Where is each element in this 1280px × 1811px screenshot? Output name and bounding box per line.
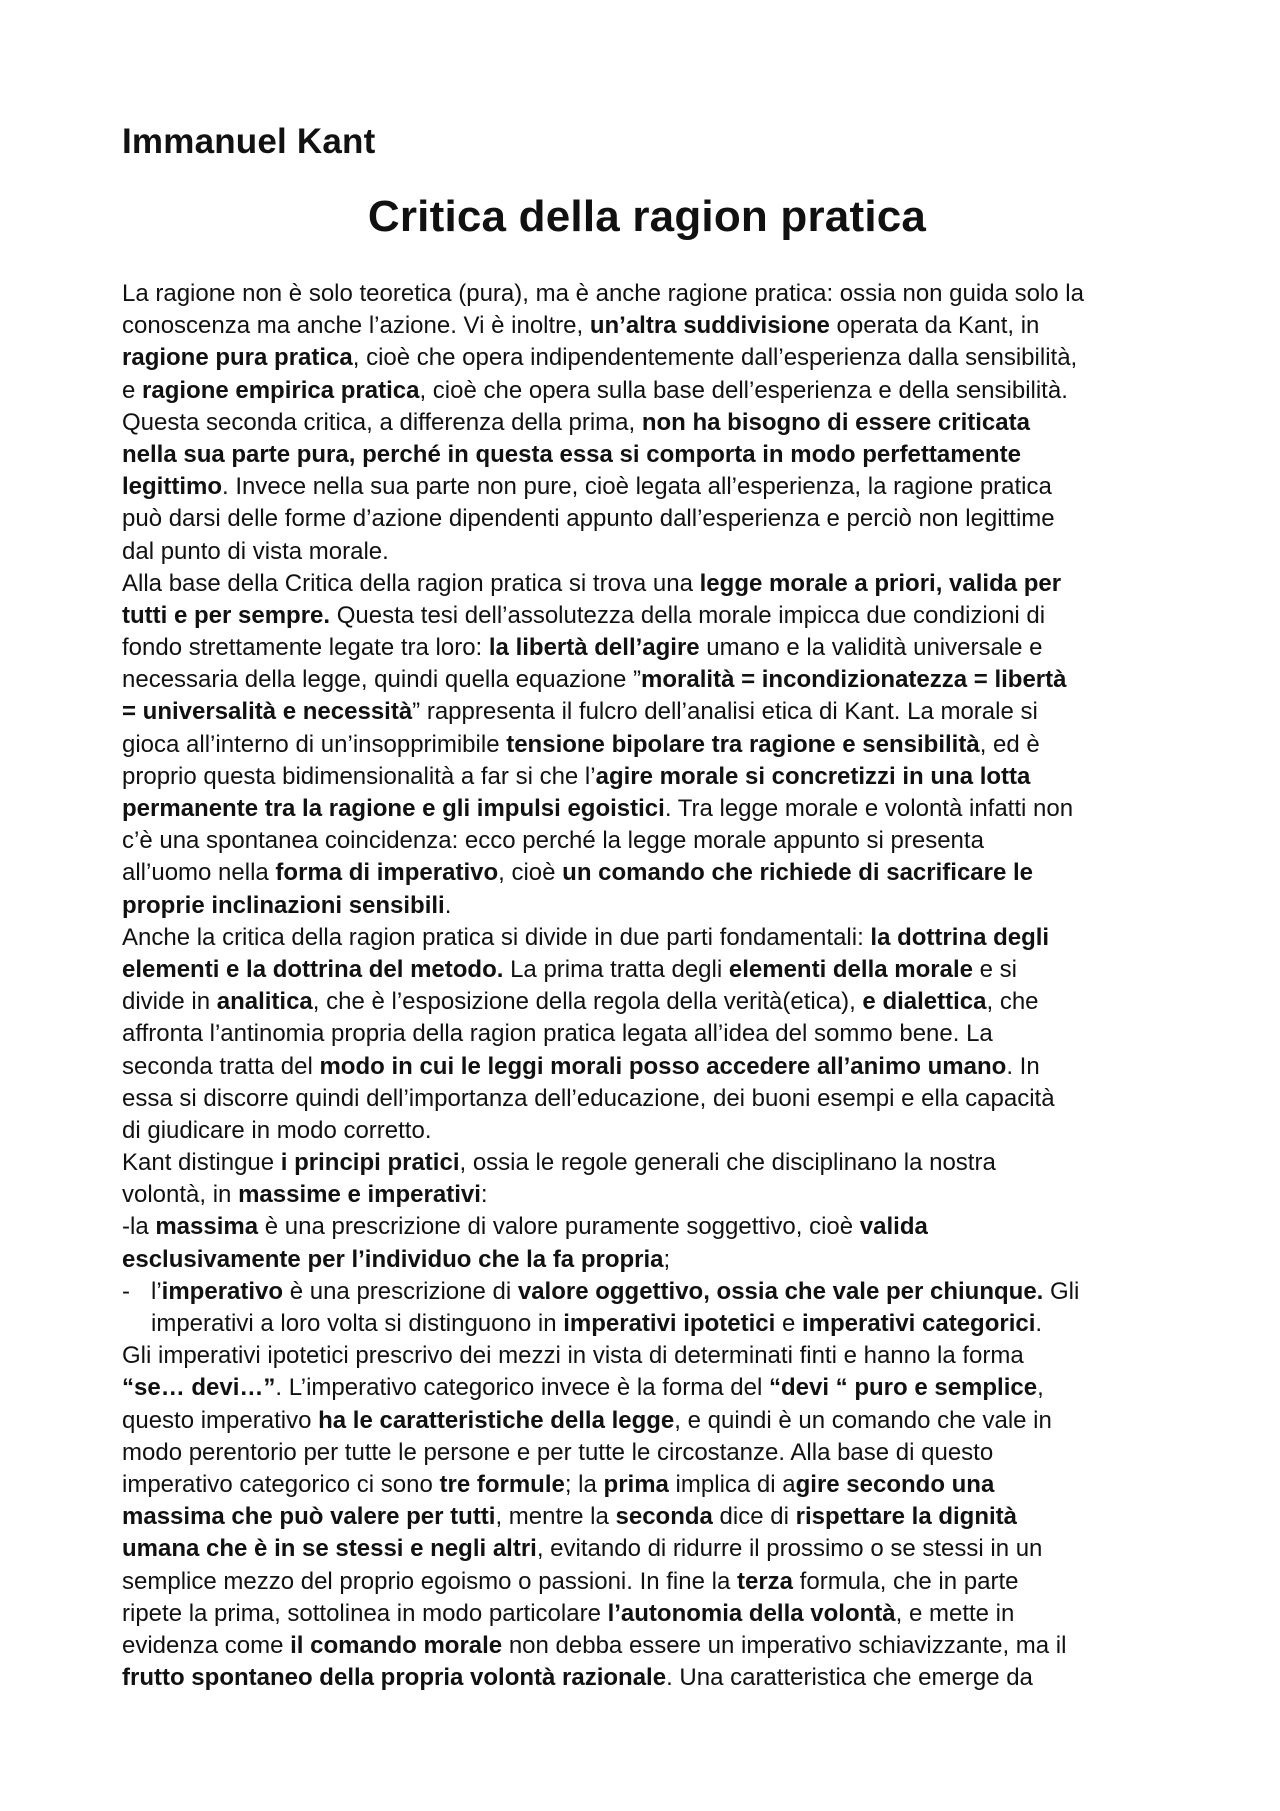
text-line xyxy=(122,375,1172,407)
text-span: implica di a xyxy=(668,1470,796,1498)
text-line xyxy=(122,1598,1172,1630)
text-span: l’ xyxy=(151,1277,162,1305)
text-span: Kant distingue xyxy=(122,1149,281,1177)
text-line xyxy=(122,1533,1172,1565)
bold-text: ragione empirica pratica xyxy=(142,376,420,404)
bold-text: imperativo xyxy=(161,1277,284,1305)
text-span: La prima tratta degli xyxy=(503,955,729,983)
text-line xyxy=(122,1630,1172,1662)
text-span: . Una caratteristica che emerge da xyxy=(666,1664,1033,1692)
text-span: . xyxy=(444,891,452,919)
text-line xyxy=(122,1018,1172,1050)
text-span: ; la xyxy=(564,1470,604,1498)
bold-text: moralità = incondizionatezza = libertà xyxy=(641,666,1067,694)
text-span: e xyxy=(122,376,143,404)
text-line xyxy=(122,1437,1172,1469)
text-line xyxy=(122,761,1172,793)
text-span: non debba essere un imperativo schiavizzante, ma il xyxy=(502,1631,1067,1659)
text-line xyxy=(122,825,1172,857)
text-line xyxy=(122,729,1172,761)
text-line xyxy=(122,696,1172,728)
text-span: , che è l’esposizione della regola della verità(etica), xyxy=(312,988,863,1016)
text-line xyxy=(122,1340,1172,1372)
text-span: ripete la prima, sottolinea in modo particolare xyxy=(122,1599,608,1627)
text-span: ; xyxy=(663,1245,671,1273)
text-span: , mentre la xyxy=(495,1503,616,1531)
bold-text: modo in cui le leggi morali posso accedere all’animo umano xyxy=(319,1052,1007,1080)
bold-text: l’autonomia della volontà xyxy=(607,1599,896,1627)
bold-text: analitica xyxy=(216,988,313,1016)
text-span: divide in xyxy=(122,988,217,1016)
text-line xyxy=(122,278,1172,310)
text-line xyxy=(122,342,1172,374)
text-span: operata da Kant, in xyxy=(829,312,1040,340)
bold-text: tensione bipolare tra ragione e sensibilità xyxy=(506,730,980,758)
bold-text: umana che è in se stessi e negli altri xyxy=(122,1535,537,1563)
text-line xyxy=(122,1051,1172,1083)
text-span: necessaria della legge, quindi quella equazione ” xyxy=(122,666,642,694)
bold-text: agire morale si concretizzi in una lotta xyxy=(595,762,1031,790)
bold-text: la libertà dell’agire xyxy=(488,634,700,662)
text-line xyxy=(122,600,1172,632)
text-span: , cioè che opera sulla base dell’esperienza e della sensibilità. xyxy=(419,376,1068,404)
text-span: è una prescrizione di valore puramente soggettivo, cioè xyxy=(258,1213,860,1241)
bold-text: e dialettica xyxy=(862,988,987,1016)
bold-text: terza xyxy=(736,1567,794,1595)
text-line xyxy=(122,1115,1172,1147)
text-span: e xyxy=(775,1310,802,1337)
text-span: , evitando di ridurre il prossimo o se stessi in un xyxy=(536,1535,1043,1563)
text-span: evidenza come xyxy=(122,1631,291,1659)
bold-text: legittimo xyxy=(122,473,222,501)
text-span: , cioè che opera indipendentemente dall’esperienza dalla sensibilità, xyxy=(352,344,1078,372)
bold-text: un comando che richiede di sacrificare le xyxy=(562,859,1034,887)
text-line xyxy=(122,1372,1172,1404)
bold-text: valida xyxy=(859,1213,928,1241)
text-span: -la xyxy=(122,1213,156,1241)
text-line xyxy=(122,407,1172,439)
text-line xyxy=(122,632,1172,664)
text-line xyxy=(122,1147,1172,1179)
text-span: modo perentorio per tutte le persone e per tutte le circostanze. Alla base di questo xyxy=(122,1438,994,1466)
text-line xyxy=(122,793,1172,825)
bold-text: imperativi ipotetici xyxy=(563,1310,776,1337)
bold-text: permanente tra la ragione e gli impulsi egoistici xyxy=(122,795,665,822)
text-span: . L’imperativo categorico invece è la forma del xyxy=(275,1374,769,1402)
text-span: dice di xyxy=(712,1503,796,1531)
text-span: Gli imperativi ipotetici prescrivo dei mezzi in vista di determinati finti e hanno la forma xyxy=(122,1342,1024,1370)
text-span: , cioè xyxy=(498,859,563,887)
text-span: affronta l’antinomia propria della ragion pratica legata all’idea del sommo bene. La xyxy=(122,1020,993,1048)
text-span: umano e la validità universale e xyxy=(699,634,1043,662)
text-span: , ed è xyxy=(979,730,1040,758)
text-line xyxy=(122,503,1172,535)
bold-text: non ha bisogno di essere criticata xyxy=(641,408,1030,436)
text-span: può darsi delle forme d’azione dipendenti appunto dall’esperienza e perciò non legittime xyxy=(122,505,1055,533)
text-line xyxy=(122,664,1172,696)
bold-text: valore oggettivo, ossia che vale per chiunque. xyxy=(517,1277,1044,1305)
text-span: Anche la critica della ragion pratica si divide in due parti fondamentali: xyxy=(122,923,871,951)
text-span: Alla base della Critica della ragion pratica si trova una xyxy=(122,569,700,597)
text-span: volontà, in xyxy=(122,1181,239,1209)
text-span: di giudicare in modo corretto. xyxy=(122,1116,432,1144)
text-span: Gli xyxy=(1043,1277,1080,1305)
text-span: Questa tesi dell’assolutezza della morale impicca due condizioni di xyxy=(330,601,1046,629)
text-span: , e quindi è un comando che vale in xyxy=(674,1406,1052,1434)
text-span: , e mette in xyxy=(895,1599,1015,1627)
text-line xyxy=(122,922,1172,954)
text-span: La ragione non è solo teoretica (pura), ma è anche ragione pratica: ossia non guida solo la xyxy=(122,280,1084,307)
bold-text: esclusivamente per l’individuo che la fa propria xyxy=(122,1245,664,1273)
text-span: conoscenza ma anche l’azione. Vi è inoltre, xyxy=(122,312,590,340)
text-span: è una prescrizione di xyxy=(283,1277,518,1305)
body-text xyxy=(122,278,1172,1694)
text-span: e si xyxy=(972,955,1017,983)
text-span: . Invece nella sua parte non pure, cioè legata all’esperienza, la ragione pratica xyxy=(222,473,1052,501)
text-line xyxy=(122,1211,1172,1243)
bold-text: il comando morale xyxy=(290,1631,503,1659)
text-span: proprio questa bidimensionalità a far si che l’ xyxy=(122,762,596,790)
bold-text: legge morale a priori, valida per xyxy=(699,569,1062,597)
bold-text: imperativi categorici xyxy=(801,1310,1036,1337)
text-line xyxy=(122,1469,1172,1501)
text-line xyxy=(122,1662,1172,1694)
bold-text: massima xyxy=(155,1213,259,1241)
bold-text: elementi della morale xyxy=(728,955,973,983)
text-span: questo imperativo xyxy=(122,1406,319,1434)
bold-text: la dottrina degli xyxy=(870,923,1050,951)
bold-text: elementi e la dottrina del metodo. xyxy=(122,955,504,983)
text-span: dal punto di vista morale. xyxy=(122,537,389,565)
text-span: semplice mezzo del proprio egoismo o passioni. In fine la xyxy=(122,1567,737,1595)
bold-text: tre formule xyxy=(439,1470,565,1498)
text-span: all’uomo nella xyxy=(122,859,276,887)
text-line xyxy=(122,954,1172,986)
text-line xyxy=(122,536,1172,568)
text-span: Questa seconda critica, a differenza della prima, xyxy=(122,408,642,436)
bold-text: massima che può valere per tutti xyxy=(122,1503,496,1531)
text-span: . xyxy=(1035,1310,1043,1337)
bold-text: gire secondo una xyxy=(795,1470,995,1498)
text-line xyxy=(122,471,1172,503)
document-title: Critica della ragion pratica xyxy=(367,192,927,241)
text-span: c’è una spontanea coincidenza: ecco perché la legge morale appunto si presenta xyxy=(122,827,984,855)
bold-text: frutto spontaneo della propria volontà razionale xyxy=(122,1664,667,1692)
text-line xyxy=(122,1276,1172,1308)
bold-text: nella sua parte pura, perché in questa essa si comporta in modo perfettamente xyxy=(122,440,1021,468)
text-span: , xyxy=(1037,1374,1044,1402)
bold-text: ha le caratteristiche della legge xyxy=(318,1406,675,1434)
bold-text: ragione pura pratica xyxy=(122,344,353,372)
text-span: . In xyxy=(1006,1052,1040,1080)
bold-text: = universalità e necessità xyxy=(122,698,413,726)
text-line xyxy=(122,310,1172,342)
text-line xyxy=(122,1566,1172,1598)
bold-text: massime e imperativi xyxy=(238,1181,481,1209)
text-span: . Tra legge morale e volontà infatti non xyxy=(664,795,1074,822)
text-span: imperativi a loro volta si distinguono in xyxy=(151,1310,564,1337)
text-line xyxy=(122,1405,1172,1437)
text-span: seconda tratta del xyxy=(122,1052,320,1080)
bold-text: prima xyxy=(603,1470,669,1498)
text-line xyxy=(122,568,1172,600)
author-heading: Immanuel Kant xyxy=(122,122,376,161)
text-line xyxy=(122,890,1172,922)
bold-text: proprie inclinazioni sensibili xyxy=(122,891,445,919)
text-line xyxy=(122,986,1172,1018)
text-line xyxy=(122,1501,1172,1533)
text-line xyxy=(122,439,1172,471)
text-line xyxy=(122,1308,1172,1340)
text-line xyxy=(122,1244,1172,1276)
text-span: formula, che in parte xyxy=(793,1567,1019,1595)
text-span: fondo strettamente legate tra loro: xyxy=(122,634,489,662)
text-span: essa si discorre quindi dell’importanza dell’educazione, dei buoni esempi e ella capacità xyxy=(122,1084,1055,1112)
bold-text: seconda xyxy=(615,1503,713,1531)
bullet-marker: - xyxy=(122,1277,130,1305)
text-span: imperativo categorico ci sono xyxy=(122,1470,440,1498)
bold-text: rispettare la dignità xyxy=(795,1503,1017,1531)
text-span: , che xyxy=(986,988,1039,1016)
bold-text: i principi pratici xyxy=(280,1149,460,1177)
text-span: gioca all’interno di un’insopprimibile xyxy=(122,730,507,758)
text-span: : xyxy=(480,1181,488,1209)
bold-text: “se… devi…” xyxy=(122,1374,276,1402)
text-line xyxy=(122,857,1172,889)
text-line xyxy=(122,1083,1172,1115)
bold-text: forma di imperativo xyxy=(275,859,499,887)
text-span: ” rappresenta il fulcro dell’analisi etica di Kant. La morale si xyxy=(412,698,1038,726)
bold-text: un’altra suddivisione xyxy=(589,312,830,340)
text-span: , ossia le regole generali che disciplinano la nostra xyxy=(459,1149,996,1177)
bold-text: tutti e per sempre. xyxy=(122,601,331,629)
text-line xyxy=(122,1179,1172,1211)
bold-text: “devi “ puro e semplice xyxy=(768,1374,1038,1402)
